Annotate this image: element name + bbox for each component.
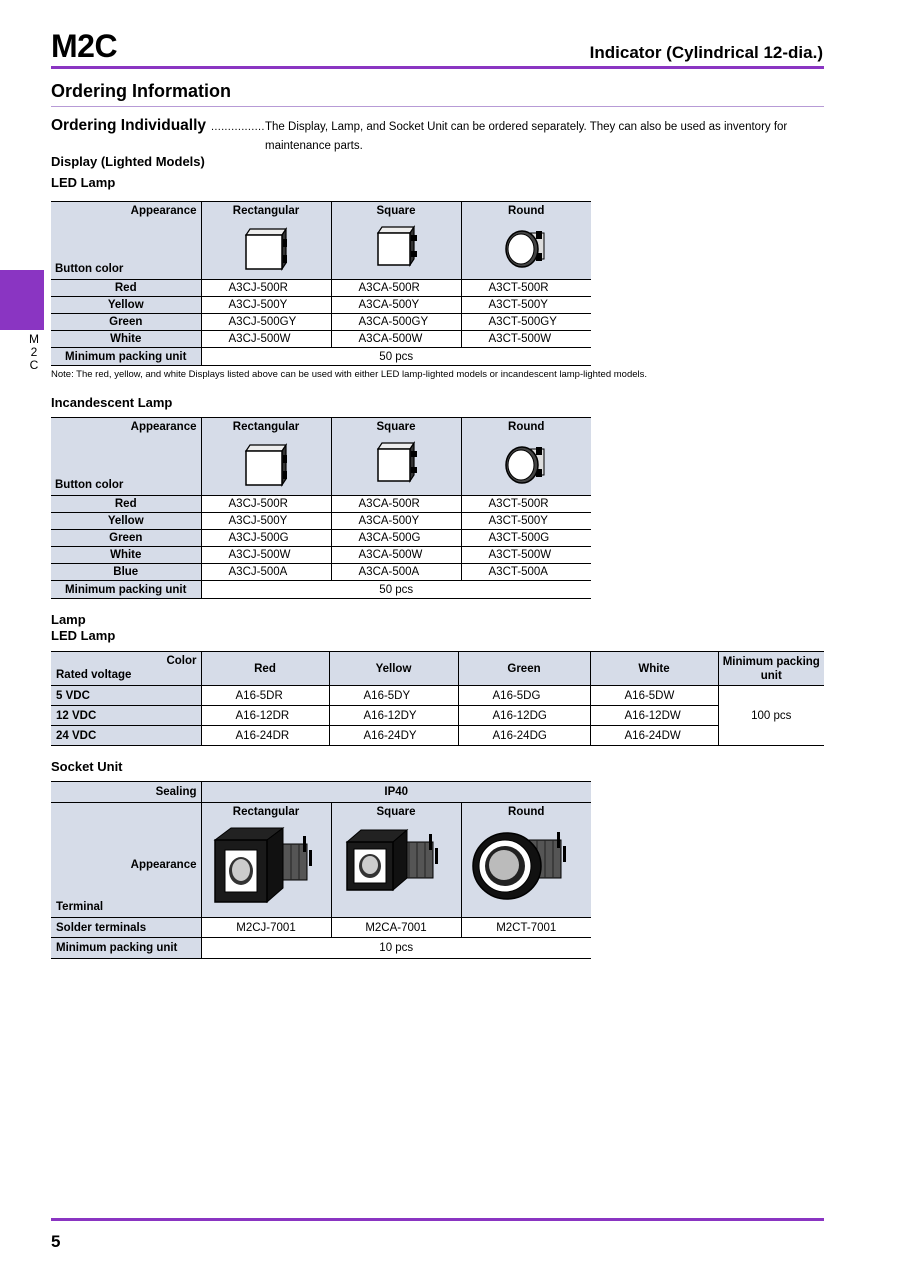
table-row	[51, 706, 824, 726]
solder-label: Solder terminals	[51, 918, 201, 938]
lamp-table	[51, 651, 824, 746]
model-number: A3CT-500W	[461, 547, 591, 564]
column-header	[331, 803, 461, 918]
packing-row	[51, 581, 591, 599]
display-note: Note: The red, yellow, and white Displays listed above can be used with either LED lamp-lighted models or incandescent lamp-lighted models.	[51, 369, 648, 380]
column-title: Yellow	[329, 652, 458, 686]
round-display-illustration	[500, 223, 552, 273]
model-number: A16-24DW	[590, 726, 718, 746]
side-letter: M	[29, 332, 39, 346]
model-number: A16-5DW	[590, 686, 718, 706]
packing-value: 100 pcs	[718, 686, 824, 746]
column-title: Rectangular	[232, 205, 300, 217]
round-display-illustration	[500, 439, 552, 489]
packing-value: 50 pcs	[201, 348, 591, 366]
row-label: Green	[51, 314, 201, 331]
column-title: White	[590, 652, 718, 686]
appearance-label: Appearance	[130, 859, 197, 871]
model-number: A3CJ-500GY	[201, 314, 331, 331]
packing-label: Minimum packing unit	[51, 348, 201, 366]
packing-value: 50 pcs	[201, 581, 591, 599]
model-number: A16-5DR	[201, 686, 329, 706]
column-title: Round	[508, 421, 545, 433]
model-number: A3CJ-500W	[201, 331, 331, 348]
model-number: A3CJ-500Y	[201, 297, 331, 314]
page-subtitle: Indicator (Cylindrical 12-dia.)	[589, 43, 823, 62]
packing-label: Minimum packing unit	[51, 581, 201, 599]
model-number: A3CA-500R	[331, 280, 461, 297]
column-header	[201, 202, 331, 280]
model-number: A3CT-500R	[461, 496, 591, 513]
packing-header: Minimum packing unit	[718, 652, 824, 686]
corner-bottom-label: Button color	[55, 263, 124, 275]
column-header	[331, 418, 461, 496]
table-row	[51, 530, 591, 547]
table-row	[51, 331, 591, 348]
side-letter: C	[29, 358, 39, 372]
model-number: A3CA-500Y	[331, 513, 461, 530]
socket-heading: Socket Unit	[51, 759, 123, 774]
led-display-heading: LED Lamp	[51, 175, 116, 190]
model-number: A16-5DG	[458, 686, 590, 706]
model-number: A3CT-500Y	[461, 513, 591, 530]
model-number: A3CA-500GY	[331, 314, 461, 331]
column-header	[461, 418, 591, 496]
row-label: 24 VDC	[51, 726, 201, 746]
header-rule	[51, 66, 824, 69]
model-number: A16-5DY	[329, 686, 458, 706]
model-number: A3CT-500R	[461, 280, 591, 297]
model-number: A3CT-500Y	[461, 297, 591, 314]
sealing-value: IP40	[201, 782, 591, 803]
table-row	[51, 564, 591, 581]
model-number: A3CA-500W	[331, 547, 461, 564]
model-number: A3CT-500W	[461, 331, 591, 348]
rectangular-display-illustration	[240, 223, 292, 273]
packing-value: 10 pcs	[201, 938, 591, 959]
row-label: Yellow	[51, 513, 201, 530]
sealing-label: Sealing	[51, 782, 201, 803]
table-row	[51, 513, 591, 530]
row-label: 5 VDC	[51, 686, 201, 706]
column-title: Rectangular	[232, 806, 300, 818]
model-number: A3CA-500R	[331, 496, 461, 513]
model-number: A3CJ-500G	[201, 530, 331, 547]
packing-label: Minimum packing unit	[51, 938, 201, 959]
row-label: Red	[51, 496, 201, 513]
model-number: A3CA-500W	[331, 331, 461, 348]
led-display-table	[51, 201, 591, 366]
round-socket-illustration	[471, 822, 581, 912]
column-title: Square	[376, 806, 416, 818]
square-socket-illustration	[341, 822, 451, 912]
table-row	[51, 547, 591, 564]
model-number: A3CJ-500R	[201, 496, 331, 513]
side-tab-marker	[0, 270, 44, 330]
corner-bottom-label: Rated voltage	[56, 669, 132, 681]
table-row	[51, 297, 591, 314]
leader-dots: ................	[211, 121, 265, 133]
ordering-individually-title: Ordering Individually	[51, 117, 207, 134]
square-display-illustration	[370, 223, 422, 273]
table-row	[51, 496, 591, 513]
square-display-illustration	[370, 439, 422, 489]
row-label: Green	[51, 530, 201, 547]
column-title: Rectangular	[232, 421, 300, 433]
row-label: 12 VDC	[51, 706, 201, 726]
incandescent-display-table	[51, 417, 591, 599]
model-number: M2CA-7001	[331, 918, 461, 938]
corner-top-label: Appearance	[130, 205, 197, 217]
lamp-heading: Lamp	[51, 612, 86, 627]
model-number: A3CJ-500Y	[201, 513, 331, 530]
row-label: Red	[51, 280, 201, 297]
section-title: Ordering Information	[51, 81, 231, 101]
column-title: Green	[458, 652, 590, 686]
column-title: Round	[508, 205, 545, 217]
side-letter: 2	[30, 345, 38, 359]
model-number: M2CJ-7001	[201, 918, 331, 938]
display-heading: Display (Lighted Models)	[51, 154, 205, 169]
column-title: Square	[376, 421, 416, 433]
column-header	[461, 803, 591, 918]
table-row	[51, 726, 824, 746]
model-number: A16-12DG	[458, 706, 590, 726]
incandescent-heading: Incandescent Lamp	[51, 395, 173, 410]
column-title: Red	[201, 652, 329, 686]
model-number: A3CT-500A	[461, 564, 591, 581]
table-row	[51, 280, 591, 297]
table-corner-header	[51, 202, 201, 280]
model-number: A16-12DW	[590, 706, 718, 726]
socket-corner-header	[51, 803, 201, 918]
ordering-description: The Display, Lamp, and Socket Unit can be ordered separately. They can also be used as inventory for maintenance parts.	[265, 121, 788, 152]
table-row	[51, 314, 591, 331]
side-tab-label	[28, 333, 40, 372]
section-rule	[51, 106, 824, 107]
corner-top-label: Appearance	[130, 421, 197, 433]
model-number: A16-12DR	[201, 706, 329, 726]
model-number: A16-24DG	[458, 726, 590, 746]
model-number: A3CJ-500R	[201, 280, 331, 297]
model-number: A3CA-500Y	[331, 297, 461, 314]
table-corner-header	[51, 418, 201, 496]
corner-bottom-label: Button color	[55, 479, 124, 491]
page-number: 5	[51, 1232, 61, 1251]
model-number: A3CT-500GY	[461, 314, 591, 331]
column-header	[331, 202, 461, 280]
rectangular-socket-illustration	[211, 822, 321, 912]
footer-rule	[51, 1218, 824, 1221]
model-number: A16-24DY	[329, 726, 458, 746]
packing-row	[51, 938, 591, 959]
led-lamp-heading: LED Lamp	[51, 628, 116, 643]
row-label: Yellow	[51, 297, 201, 314]
table-corner-header	[51, 652, 201, 686]
model-number: A3CA-500G	[331, 530, 461, 547]
column-title: Square	[376, 205, 416, 217]
brand-title: M2C	[51, 28, 118, 64]
corner-top-label: Color	[166, 655, 197, 667]
model-number: A16-24DR	[201, 726, 329, 746]
model-number: A3CT-500G	[461, 530, 591, 547]
row-label: Blue	[51, 564, 201, 581]
socket-table	[51, 781, 591, 959]
table-row	[51, 918, 591, 938]
model-number: A3CJ-500W	[201, 547, 331, 564]
terminal-label: Terminal	[56, 901, 104, 913]
column-header	[461, 202, 591, 280]
packing-row	[51, 348, 591, 366]
model-number: M2CT-7001	[461, 918, 591, 938]
column-header	[201, 418, 331, 496]
table-row	[51, 686, 824, 706]
model-number: A3CA-500A	[331, 564, 461, 581]
model-number: A16-12DY	[329, 706, 458, 726]
row-label: White	[51, 547, 201, 564]
row-label: White	[51, 331, 201, 348]
model-number: A3CJ-500A	[201, 564, 331, 581]
column-header	[201, 803, 331, 918]
column-title: Round	[508, 806, 545, 818]
rectangular-display-illustration	[240, 439, 292, 489]
